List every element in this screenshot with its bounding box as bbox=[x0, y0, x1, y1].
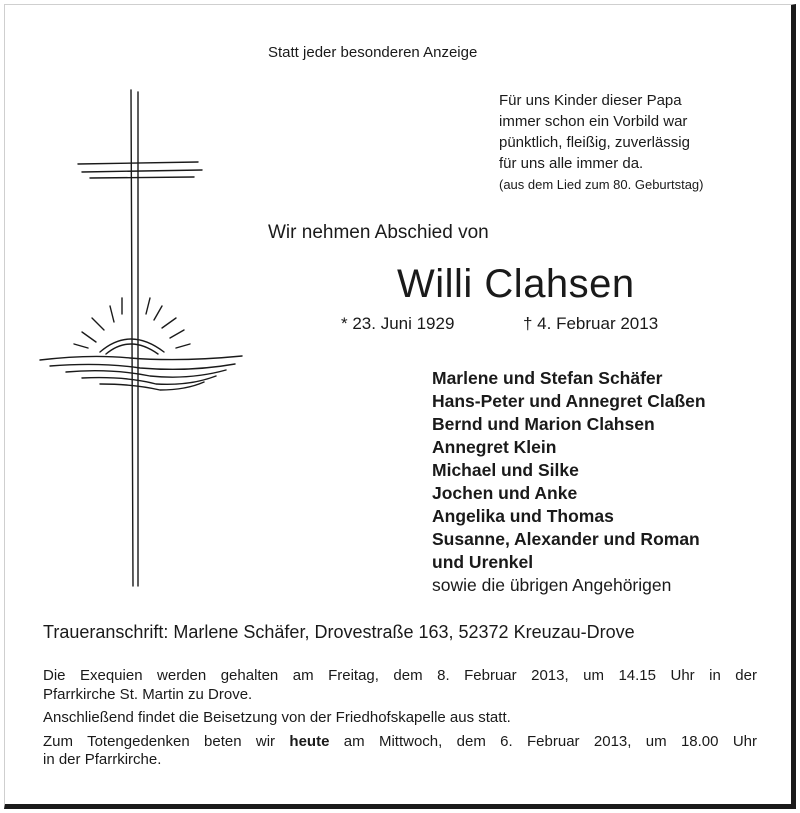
exequien-line: Die Exequien werden gehalten am Freitag, dem 8. Februar 2013, um 14.15 Uhr in der bbox=[43, 667, 757, 684]
family-member: Marlene und Stefan Schäfer bbox=[432, 368, 663, 388]
poem-line: pünktlich, fleißig, zuverlässig bbox=[499, 134, 690, 151]
family-member: Hans-Peter und Annegret Claßen bbox=[432, 391, 706, 411]
mourning-address: Traueranschrift: Marlene Schäfer, Drovestraße 163, 52372 Kreuzau-Drove bbox=[43, 622, 635, 642]
family-member: Michael und Silke bbox=[432, 460, 579, 480]
birth-date: * 23. Juni 1929 bbox=[341, 314, 455, 333]
family-member: Jochen und Anke bbox=[432, 483, 578, 503]
death-date: † 4. Februar 2013 bbox=[523, 314, 659, 333]
family-member: und Urenkel bbox=[432, 552, 534, 572]
deceased-name: Willi Clahsen bbox=[397, 262, 635, 306]
service-details bbox=[43, 667, 757, 770]
memorial-pre: Zum Totengedenken beten wir bbox=[43, 732, 290, 750]
family-member: Susanne, Alexander und Roman bbox=[432, 529, 700, 549]
exequien-text bbox=[43, 667, 757, 704]
memorial-line: in der Pfarrkirche. bbox=[43, 751, 162, 768]
poem-source: (aus dem Lied zum 80. Geburtstag) bbox=[499, 177, 704, 192]
other-relatives: sowie die übrigen Angehörigen bbox=[432, 575, 672, 595]
farewell-intro: Wir nehmen Abschied von bbox=[268, 222, 489, 243]
family-member: Angelika und Thomas bbox=[432, 506, 614, 526]
notice-header: Statt jeder besonderen Anzeige bbox=[268, 44, 478, 61]
poem-line: für uns alle immer da. bbox=[499, 155, 644, 172]
memorial-line bbox=[43, 733, 757, 752]
poem-block bbox=[499, 90, 704, 195]
family-member: Bernd und Marion Clahsen bbox=[432, 414, 655, 434]
family-member: Annegret Klein bbox=[432, 437, 557, 457]
poem-line: immer schon ein Vorbild war bbox=[499, 113, 688, 130]
exequien-line: Pfarrkirche St. Martin zu Drove. bbox=[43, 685, 253, 703]
family-list bbox=[432, 367, 706, 597]
burial-text: Anschließend findet die Beisetzung von der Friedhofskapelle aus statt. bbox=[43, 709, 511, 726]
memorial-text bbox=[43, 733, 757, 770]
memorial-today: heute bbox=[289, 732, 330, 750]
cross-with-sunrise-icon bbox=[30, 86, 250, 596]
memorial-post: am Mittwoch, dem 6. Februar 2013, um 18.00 Uhr bbox=[329, 732, 758, 750]
poem-line: Für uns Kinder dieser Papa bbox=[499, 92, 682, 109]
